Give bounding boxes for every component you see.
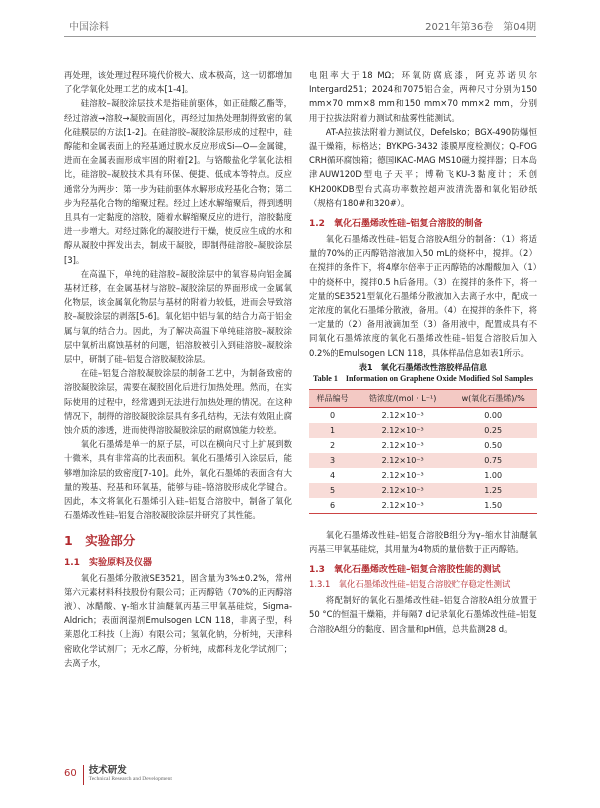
table-cell: 2.12×10⁻³ [381, 485, 424, 495]
left-column [64, 68, 292, 670]
table-cell: 2 [329, 440, 336, 450]
table-header-row [309, 389, 537, 407]
issue-info: 2021年第36卷 第04期 [425, 22, 536, 33]
footer-title: 技术研发 [88, 765, 127, 776]
table-cell: 1.00 [484, 470, 503, 480]
footer-subtitle: Technical Research and Development [88, 776, 172, 782]
table-header-cell: 锆浓度/(mol · L⁻¹) [356, 389, 449, 407]
footer-divider [83, 765, 84, 785]
table-row [309, 438, 537, 453]
paragraph: 电阻率大于18 MΩ；环氧防腐底漆，阿克苏诺贝尔Intergard251；2024和7075铝合金，两种尺寸分别为150 mm×70 mm×8 mm和150 mm×70 mm×2 mm，分别用于拉拔法附着力测试和盐雾性能测试。 [309, 70, 537, 123]
paragraph: 氧化石墨烯改性硅–铝复合溶胶A组分的制备：（1）将适量的70%的正丙醇锆溶液加入50 mL的烧杯中，搅拌。（2）在搅拌的条件下，将4摩尔倍率于正丙醇锆的冰醋酸加入（1）中的烧杯中，搅拌0.5 h后备用。（3）在搅拌的条件下，将一定量的SE3521型氧化石墨烯分散液加入去离子水中，配成一定浓度的氧化石墨烯分散液，备用。（4）在搅拌的条件下，将一定量的（2）备用液滴加至（3）备用液中，配置成具有不同氧化石墨烯浓度的氧化石墨烯改性硅–铝复合溶胶后加入0.2%的Emulsogen LCN 118，具体样品信息如表1所示。 [309, 234, 537, 358]
paragraph: AT-A拉拔法附着力测试仪，Defelsko；BGX-490防爆恒温干燥箱，标格达；BYKPG-3432 漆膜厚度检测仪；Q-FOG CRH循环腐蚀箱；德国IKAC-MAG MS10磁力搅拌器；日本岛津AUW120D型电子天平；博勒飞KU-3黏度计；禾创KH200KDB型台式高功率数控超声波清洗器和氧化铝砂纸（规格有180#和320#）。 [309, 126, 537, 208]
table-cell: 1.50 [449, 498, 537, 514]
subsection-heading: 1.3 氧化石墨烯改性硅–铝复合溶胶性能的测试 [309, 565, 501, 576]
table-cell: 0.00 [484, 410, 503, 420]
table-cell: 2.12×10⁻³ [381, 440, 424, 450]
table-cell: 1 [329, 425, 336, 435]
section-heading: 1 实验部分 [64, 532, 136, 548]
table-cell: 4 [329, 470, 336, 480]
page-footer [64, 765, 172, 785]
sample-info-table [309, 389, 537, 514]
table-cell: 2.12×10⁻³ [381, 470, 424, 480]
table-cell: 6 [309, 498, 356, 514]
paragraph: 再处理，该处理过程环境代价极大、成本极高，这一切都增加了化学氧化处理工艺的成本[1-4]。 [64, 70, 292, 95]
header-rule [64, 36, 536, 37]
table-row [309, 407, 537, 423]
subsection-heading: 1.2 氧化石墨烯改性硅–铝复合溶胶的制备 [309, 219, 483, 230]
table-cell: 1.25 [484, 485, 503, 495]
table-cell: 3 [329, 455, 336, 465]
table-header-cell: w(氧化石墨烯)/% [449, 389, 537, 407]
right-column [309, 68, 537, 636]
table-cell: 0.50 [484, 440, 503, 450]
table-row [309, 468, 537, 483]
table-cell: 0.25 [484, 425, 503, 435]
table-cell: 2.12×10⁻³ [381, 425, 424, 435]
paragraph: 在硅–铝复合溶胶凝胶涂层的制备工艺中，为制备致密的溶胶凝胶涂层，需要在凝胶固化后进行加热处理。然而，在实际使用的过程中，经常遇到无法进行加热处理的情况。在这种情况下，制得的溶胶凝胶涂层具有多孔结构，无法有效阻止腐蚀介质的渗透，进而使得溶胶凝胶涂层的耐腐蚀能力较差。 [64, 368, 292, 436]
table-row [309, 423, 537, 438]
paragraph: 氧化石墨烯分散液SE3521，固含量为3%±0.2%，常州第六元素材料科技股份有限公司；正丙醇锆（70%的正丙醇溶液）、冰醋酸、γ-缩水甘油醚氧丙基三甲氧基硅烷，Sigma-Aldrich；表面润湿剂Emulsogen LCN 118，非离子型，科莱恩化工科技（上海）有限公司；氢氧化钠，分析纯，天津科密欧化学试剂厂；无水乙醇，分析纯，成都科龙化学试剂厂；去离子水， [64, 572, 292, 668]
table-cell: 0.75 [484, 455, 503, 465]
table-row [309, 498, 537, 514]
paragraph: 在高温下，单纯的硅溶胶–凝胶涂层中的氧容易向铝金属基材迁移，在金属基材与溶胶–凝胶涂层的界面形成一金属氧化物层，该金属氧化物层与基材的附着力较低，进而会导致溶胶–凝胶涂层的剥落[5-6]。氧化铝中铝与氧的结合力高于铝金属与氧的结合力。因此，为了解决高温下单纯硅溶胶–凝胶涂层中氧析出腐蚀基材的问题，铝溶胶被引入到硅溶胶–凝胶涂层中，研制了硅–铝复合溶胶凝胶涂层。 [64, 268, 292, 365]
table-cell: 2.12×10⁻³ [356, 498, 449, 514]
table-cell: 5 [329, 485, 336, 495]
table-cell: 2.12×10⁻³ [381, 410, 424, 420]
subsection-heading: 1.1 实验原料及仪器 [64, 557, 152, 568]
paragraph: 氧化石墨烯是单一的原子层，可以在横向尺寸上扩展到数十微米，具有非常高的比表面积。氧化石墨烯引入涂层后，能够增加涂层的致密度[7-10]。此外，氧化石墨烯的表面含有大量的羧基、羟基和环氧基，能够与硅–铬溶胶形成化学键合。因此，本文将氧化石墨烯引入硅–铝复合溶胶中，制备了氧化石墨烯改性硅–铝复合溶胶凝胶涂层并研究了其性能。 [64, 439, 292, 521]
paragraph: 硅溶胶–凝胶涂层技术是指硅前驱体，如正硅酸乙酯等，经过溶液→溶胶→凝胶而固化，再经过加热处理制得致密的氧化硅膜层的方法[1-2]。在硅溶胶–凝胶涂层形成的过程中，硅醇能和金属表面上的羟基通过脱水反应形成Si—O—金属键，进而在金属表面形成牢固的附着[2]。与铬酸盐化学氧化法相比，硅溶胶–凝胶技术具有环保、便捷、低成本等特点。反应通常分为两步：第一步为硅前驱体水解形成羟基化合物；第二步为羟基化合物的缩聚过程。经过上述水解缩聚后，得到透明且具有一定黏度的溶胶，随着水解缩聚反应的进行，溶胶黏度进一步增大。对经过陈化的凝胶进行干燥，使反应生成的水和醇从凝胶中挥发出去，制成干凝胶，即制得硅溶胶–凝胶涂层[3]。 [64, 98, 292, 265]
journal-name: 中国涂料 [69, 22, 109, 33]
table-caption-cn: 表1 氧化石墨烯改性溶胶样品信息 [358, 361, 488, 372]
table-row [309, 483, 537, 498]
page-number: 60 [64, 768, 77, 779]
paragraph: 将配制好的氧化石墨烯改性硅–铝复合溶胶A组分放置于50 °C的恒温干燥箱，并每隔7 d记录氧化石墨烯改性硅–铝复合溶胶A组分的黏度、固含量和pH值，总共监测28 d。 [309, 595, 537, 634]
footer-title-block [89, 765, 172, 782]
table-row [309, 453, 537, 468]
subsubsection-heading: 1.3.1 氧化石墨烯改性硅–铝复合溶胶贮存稳定性测试 [309, 579, 511, 590]
table-header-cell: 样品编号 [309, 389, 356, 407]
table-cell: 2.12×10⁻³ [381, 455, 424, 465]
table-cell: 0 [329, 410, 336, 420]
paragraph: 氧化石墨烯改性硅–铝复合溶胶B组分为γ–缩水甘油醚氧丙基三甲氧基硅烷，其用量为4物质的量倍数于正丙醇锆。 [309, 529, 537, 555]
table-caption-en: Table 1 Information on Graphene Oxide Modified Sol Samples [313, 373, 533, 383]
